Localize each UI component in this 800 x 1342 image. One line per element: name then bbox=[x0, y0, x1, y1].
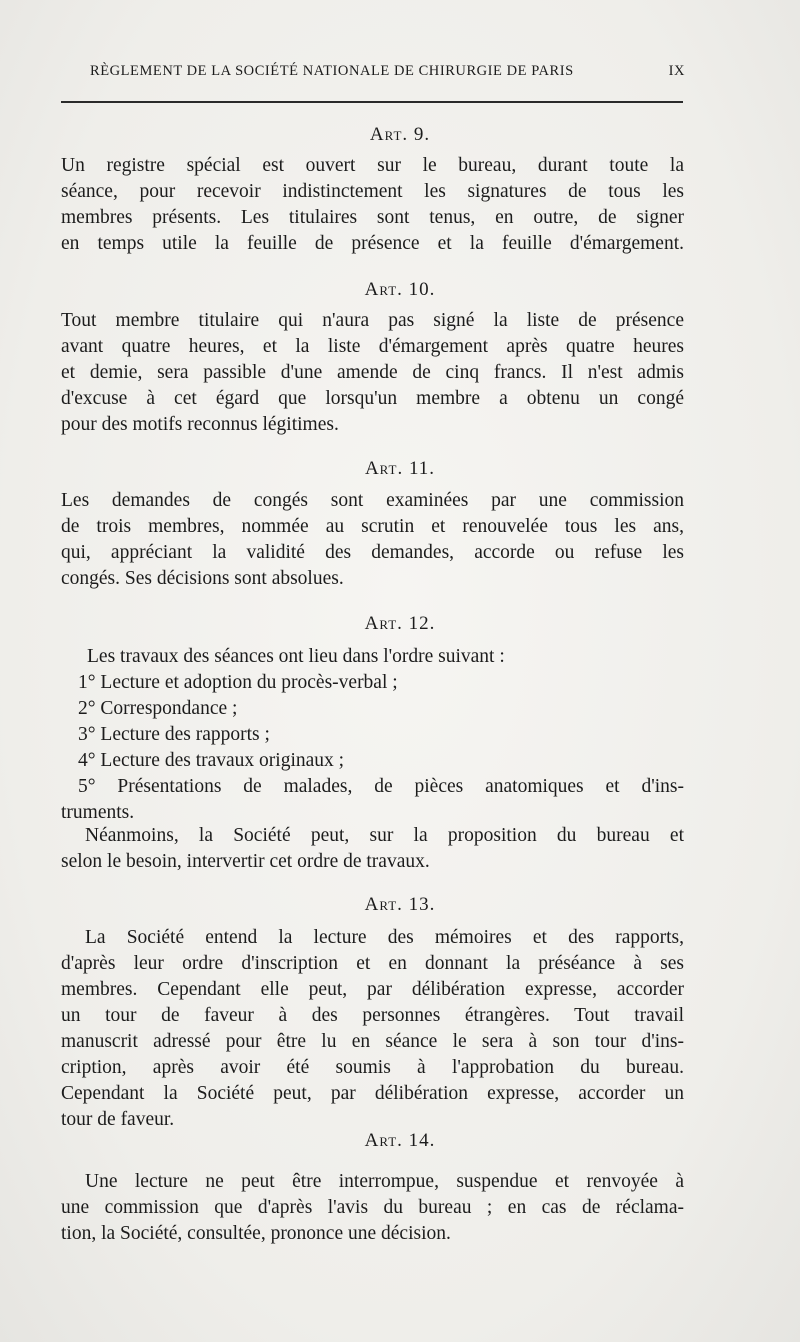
header-rule bbox=[61, 101, 683, 103]
article-12-heading: Art. 12. bbox=[364, 613, 436, 634]
article-13-heading: Art. 13. bbox=[364, 894, 436, 915]
article-11-text: Les demandes de congés sont examinées par une commission de trois membres, nommée au scrutin et renouvelée tous les ans, qui, appréciant la validité des demandes, accorde ou refuse les congés. Ses décisions sont absolues. bbox=[61, 490, 684, 589]
article-9-text: Un registre spécial est ouvert sur le bureau, durant toute la séance, pour recevoir indistinctement les signatures de tous les membres présents. Les titulaires sont tenus, en outre, de signer en temps utile la feuille de présence et la feuille d'émargement. bbox=[61, 155, 684, 254]
running-head bbox=[90, 63, 685, 80]
article-14-text: Une lecture ne peut être interrompue, suspendue et renvoyée à une commission que d'après l'avis du bureau ; en cas de réclama- tion, la Société, consultée, prononce une décision. bbox=[61, 1171, 684, 1244]
article-10-heading: Art. 10. bbox=[364, 279, 436, 300]
page-number: IX bbox=[668, 63, 685, 79]
article-12-list: Les travaux des séances ont lieu dans l'ordre suivant : 1° Lecture et adoption du procès-verbal ; 2° Correspondance ; 3° Lecture des rapports ; 4° Lecture des travaux originaux ; 5° Présentations de malades, de pièces anatomiques et d'ins- truments. bbox=[61, 646, 684, 823]
article-12-text: Néanmoins, la Société peut, sur la proposition du bureau et selon le besoin, intervertir cet ordre de travaux. bbox=[61, 825, 684, 872]
article-10-text: Tout membre titulaire qui n'aura pas signé la liste de présence avant quatre heures, et la liste d'émargement après quatre heures et demie, sera passible d'une amende de cinq francs. Il n'est admis d'excuse à cet égard que lorsqu'un membre a obtenu un congé pour des motifs reconnus légitimes. bbox=[61, 310, 684, 435]
running-head-title: RÈGLEMENT DE LA SOCIÉTÉ NATIONALE DE CHIRURGIE DE PARIS bbox=[90, 63, 574, 79]
article-11-heading: Art. 11. bbox=[364, 458, 436, 479]
article-9-heading: Art. 9. bbox=[369, 124, 431, 145]
article-13-text: La Société entend la lecture des mémoires et des rapports, d'après leur ordre d'inscription et en donnant la préséance à ses membres. Cependant elle peut, par délibération expresse, accorder un tour de faveur à des personnes étrangères. Tout travail manuscrit adressé pour être lu en séance le sera à son tour d'ins- cription, après avoir été soumis à l'approbation du bureau. Cependant la Société peut, par délibération expresse, accorder un tour de faveur. bbox=[61, 927, 684, 1130]
article-14-heading: Art. 14. bbox=[364, 1130, 436, 1151]
